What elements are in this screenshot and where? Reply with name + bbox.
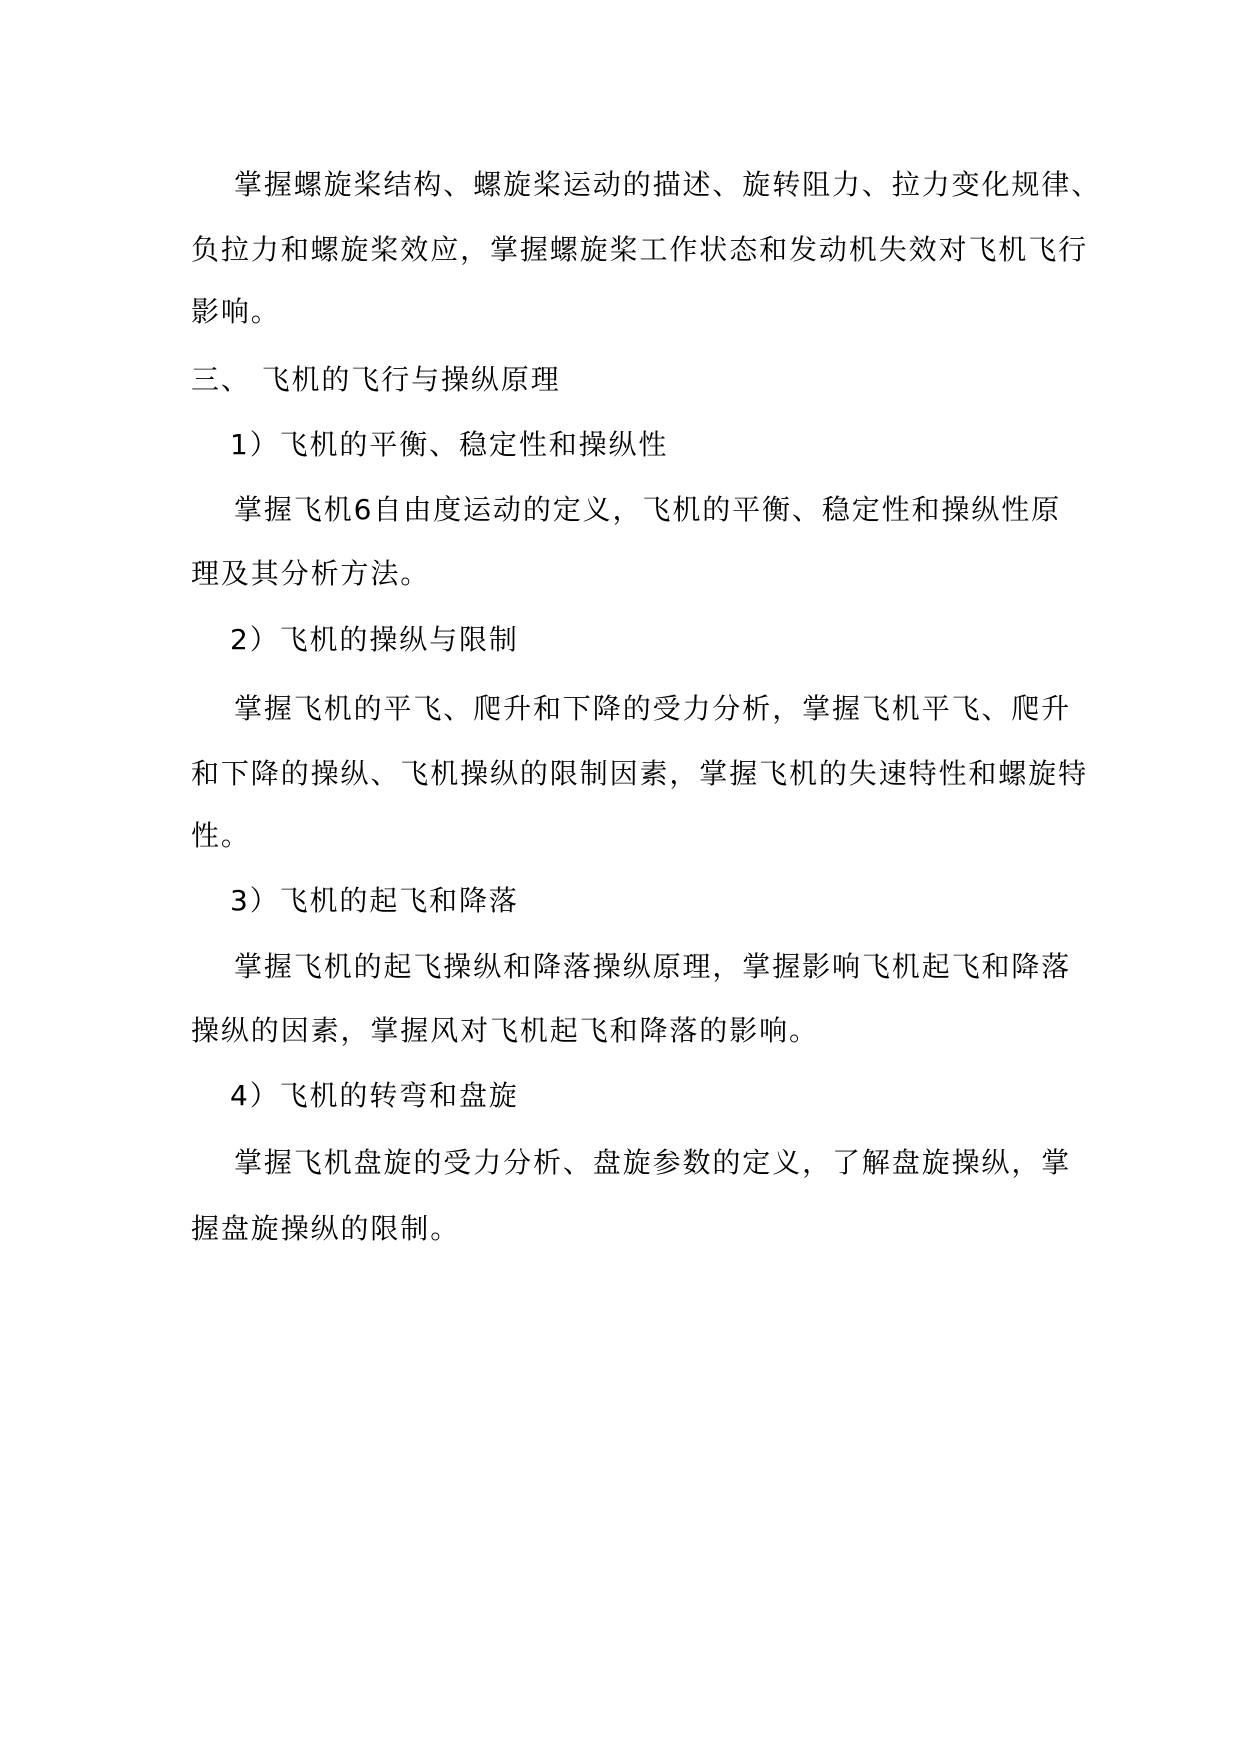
paragraph-line: 性。 — [191, 819, 251, 852]
subsection-heading: 1）飞机的平衡、稳定性和操纵性 — [230, 428, 669, 461]
paragraph-line: 掌握飞机的起飞操纵和降落操纵原理，掌握影响飞机起飞和降落 — [234, 950, 1072, 983]
paragraph-line: 负拉力和螺旋桨效应，掌握螺旋桨工作状态和发动机失效对飞机飞行 — [191, 233, 1089, 266]
subsection-heading: 2）飞机的操纵与限制 — [230, 623, 519, 656]
paragraph-line: 和下降的操纵、飞机操纵的限制因素，掌握飞机的失速特性和螺旋特 — [191, 757, 1089, 790]
paragraph-line: 掌握飞机盘旋的受力分析、盘旋参数的定义，了解盘旋操纵，掌 — [234, 1146, 1072, 1179]
paragraph-line: 影响。 — [191, 295, 281, 328]
paragraph-line: 操纵的因素，掌握风对飞机起飞和降落的影响。 — [191, 1014, 819, 1047]
section-heading: 三、 飞机的飞行与操纵原理 — [191, 363, 561, 396]
subsection-heading: 4）飞机的转弯和盘旋 — [230, 1079, 519, 1112]
paragraph-line: 握盘旋操纵的限制。 — [191, 1212, 461, 1245]
paragraph-line: 理及其分析方法。 — [191, 557, 431, 590]
paragraph-line: 掌握飞机6自由度运动的定义，飞机的平衡、稳定性和操纵性原 — [234, 493, 1062, 526]
paragraph-line: 掌握螺旋桨结构、螺旋桨运动的描述、旋转阻力、拉力变化规律、 — [234, 168, 1102, 201]
paragraph-line: 掌握飞机的平飞、爬升和下降的受力分析，掌握飞机平飞、爬升 — [234, 692, 1072, 725]
subsection-heading: 3）飞机的起飞和降落 — [230, 884, 519, 917]
